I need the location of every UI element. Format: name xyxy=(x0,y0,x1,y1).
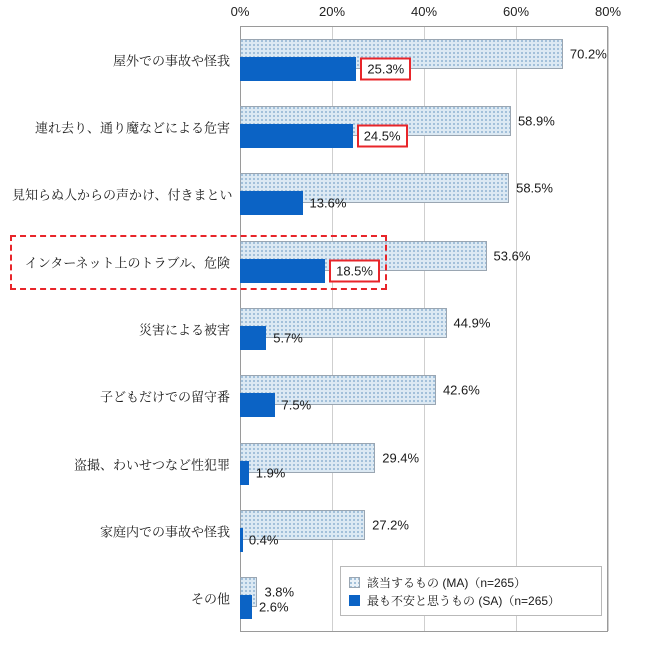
bar-value-sa-highlighted: 18.5% xyxy=(329,259,380,282)
bar-value-ma: 44.9% xyxy=(453,315,491,331)
gridline xyxy=(516,27,517,631)
legend-item-ma xyxy=(349,573,593,591)
category-label: 連れ去り、通り魔などによる危害 xyxy=(34,120,230,136)
x-tick-label: 20% xyxy=(318,4,346,19)
legend-swatch-ma-icon xyxy=(349,577,360,588)
x-tick-label: 0% xyxy=(230,4,250,19)
x-tick-label: 80% xyxy=(594,4,622,19)
bar-sa xyxy=(240,528,243,552)
bar-value-sa: 0.4% xyxy=(248,532,279,548)
bar-value-ma: 70.2% xyxy=(569,46,607,62)
bar-value-ma: 27.2% xyxy=(372,517,409,533)
bar-value-sa: 1.9% xyxy=(255,465,286,481)
x-axis-tick-labels xyxy=(0,0,650,24)
x-tick-label: 60% xyxy=(502,4,530,19)
category-label: 見知らぬ人からの声かけ、付きまとい xyxy=(12,187,233,203)
bar-sa xyxy=(240,57,356,81)
category-label: 子どもだけでの留守番 xyxy=(99,389,230,405)
bar-sa xyxy=(240,461,249,485)
category-label: 家庭内での事故や怪我 xyxy=(99,524,230,540)
legend-swatch-sa-icon xyxy=(349,595,360,606)
bar-sa xyxy=(240,191,303,215)
bar-value-ma: 29.4% xyxy=(382,450,420,466)
legend-label-ma: 該当するもの (MA)（n=265） xyxy=(367,575,527,590)
bar-value-ma: 42.6% xyxy=(442,382,480,398)
bar-sa xyxy=(240,259,325,283)
bar-sa xyxy=(240,595,252,619)
bar-value-sa: 13.6% xyxy=(309,195,347,211)
bar-value-ma: 53.6% xyxy=(493,248,531,264)
bar-sa xyxy=(240,393,275,417)
category-label: 屋外での事故や怪我 xyxy=(112,53,230,69)
bar-value-sa-highlighted: 25.3% xyxy=(360,57,411,80)
bar-value-sa-highlighted: 24.5% xyxy=(357,125,408,148)
chart-legend xyxy=(340,566,602,616)
bar-sa xyxy=(240,326,266,350)
bar-value-sa: 7.5% xyxy=(281,397,312,413)
legend-label-sa: 最も不安と思うもの (SA)（n=265） xyxy=(367,593,561,608)
bar-ma xyxy=(240,308,447,338)
legend-item-sa xyxy=(349,591,593,609)
bar-sa xyxy=(240,124,353,148)
gridline xyxy=(608,27,609,631)
bar-value-sa: 5.7% xyxy=(273,330,303,346)
bar-value-ma: 58.9% xyxy=(517,113,555,129)
bar-value-ma: 58.5% xyxy=(516,180,553,196)
category-label: 災害による被害 xyxy=(138,322,230,338)
x-tick-label: 40% xyxy=(410,4,438,19)
category-label: その他 xyxy=(190,591,230,607)
bar-value-ma: 3.8% xyxy=(264,584,295,600)
category-label: 盗撮、わいせつなど性犯罪 xyxy=(73,457,230,473)
bar-value-sa: 2.6% xyxy=(258,599,289,615)
category-label: インターネット上のトラブル、危険 xyxy=(24,255,230,271)
